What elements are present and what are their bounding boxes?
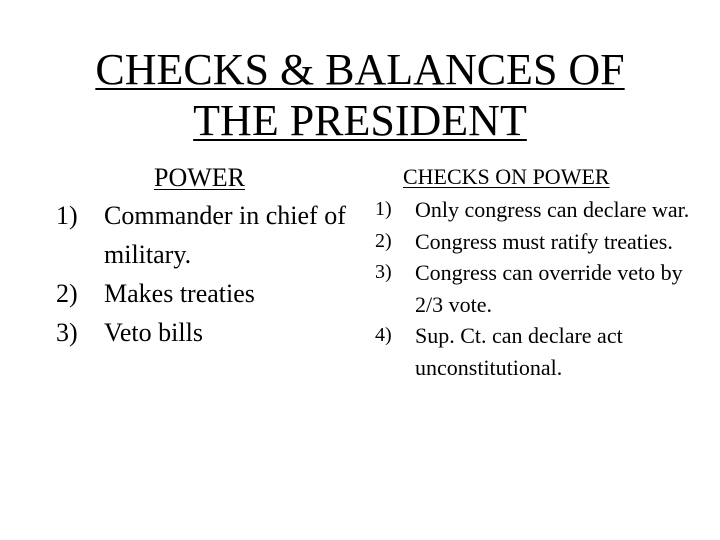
title-line-1: CHECKS & BALANCES OF <box>95 45 625 94</box>
item-text: Congress must ratify treaties. <box>415 228 673 254</box>
item-number: 2) <box>375 229 392 252</box>
check-item <box>375 257 705 320</box>
power-heading: POWER <box>154 163 245 192</box>
item-number: 3) <box>56 318 78 347</box>
checks-column <box>375 160 705 383</box>
power-item <box>56 274 346 313</box>
item-text: Sup. Ct. can declare act unconstitutional. <box>415 323 623 380</box>
power-column <box>56 160 346 352</box>
item-text: Commander in chief of military. <box>104 201 346 269</box>
item-text: Veto bills <box>104 318 203 347</box>
item-text: Makes treaties <box>104 279 255 308</box>
title-line-2: THE PRESIDENT <box>193 96 527 145</box>
power-item <box>56 196 346 274</box>
check-item <box>375 194 705 226</box>
item-number: 2) <box>56 279 78 308</box>
power-list <box>56 196 346 352</box>
checks-list <box>375 194 705 383</box>
checks-heading: CHECKS ON POWER <box>403 164 610 189</box>
item-number: 1) <box>56 201 78 230</box>
item-number: 4) <box>375 324 392 346</box>
item-text: Congress can override veto by 2/3 vote. <box>415 260 683 317</box>
item-number: 1) <box>375 198 392 220</box>
slide-title <box>0 44 720 146</box>
check-item <box>375 320 705 383</box>
power-item <box>56 313 346 352</box>
item-text: Only congress can declare war. <box>415 197 690 222</box>
item-number: 3) <box>375 261 392 283</box>
check-item <box>375 226 705 258</box>
